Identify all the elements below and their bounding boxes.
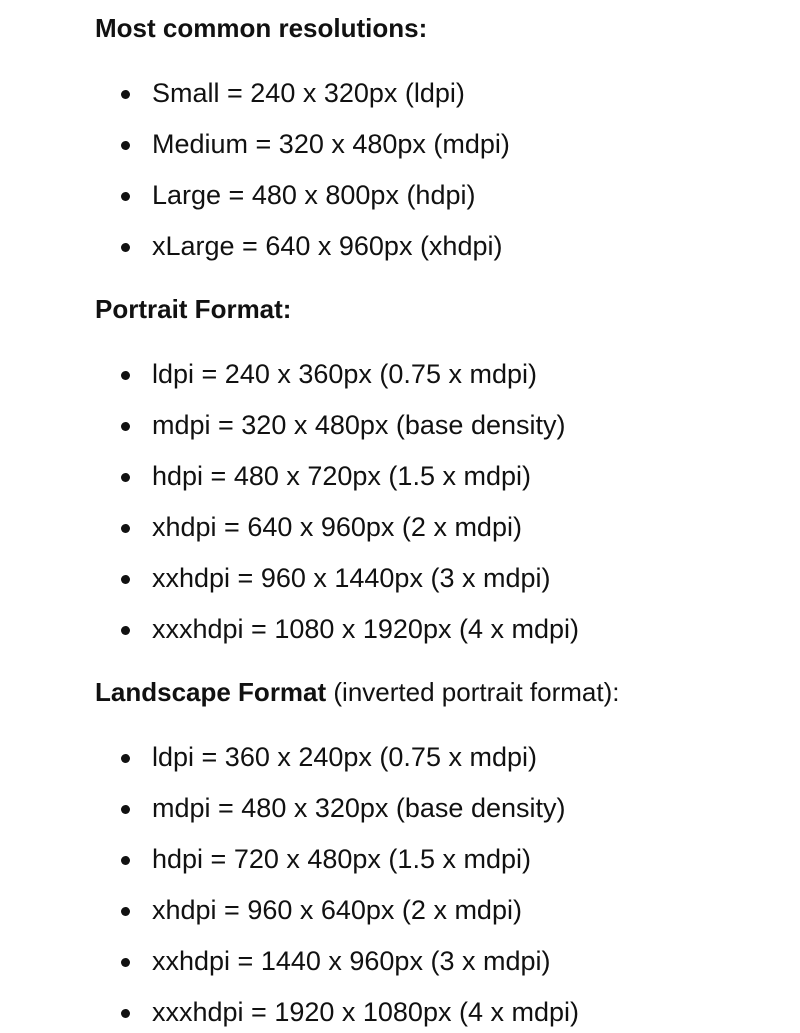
list-item: [95, 946, 785, 976]
list-item: [95, 461, 785, 491]
list-item: [95, 997, 785, 1027]
section-heading-common-resolutions: [95, 13, 785, 43]
section-heading-portrait-format: [95, 294, 785, 324]
list-item-text: Large = 480 x 800px (hdpi): [152, 180, 476, 210]
list-item-text: Small = 240 x 320px (ldpi): [152, 78, 465, 108]
list-item-text: xhdpi = 640 x 960px (2 x mdpi): [152, 512, 522, 542]
list-item-text: xxxhdpi = 1080 x 1920px (4 x mdpi): [152, 614, 579, 644]
bullet-icon: [121, 575, 130, 584]
bullet-icon: [121, 626, 130, 635]
list-item-text: xxhdpi = 960 x 1440px (3 x mdpi): [152, 563, 551, 593]
list-item: [95, 742, 785, 772]
bullet-icon: [121, 524, 130, 533]
bullet-icon: [121, 243, 130, 252]
list-item: [95, 844, 785, 874]
list-item: [95, 231, 785, 261]
list-item-text: hdpi = 720 x 480px (1.5 x mdpi): [152, 844, 531, 874]
list-item: [95, 410, 785, 440]
bullet-icon: [121, 958, 130, 967]
list-item-text: xxhdpi = 1440 x 960px (3 x mdpi): [152, 946, 551, 976]
portrait-format-list: [95, 359, 785, 644]
list-item: [95, 895, 785, 925]
landscape-format-list: [95, 742, 785, 1027]
list-item: [95, 512, 785, 542]
list-item: [95, 614, 785, 644]
list-item-text: xLarge = 640 x 960px (xhdpi): [152, 231, 503, 261]
heading-plain-text: (inverted portrait format):: [326, 677, 620, 707]
bullet-icon: [121, 805, 130, 814]
bullet-icon: [121, 371, 130, 380]
list-item: [95, 359, 785, 389]
list-item: [95, 180, 785, 210]
list-item-text: Medium = 320 x 480px (mdpi): [152, 129, 510, 159]
bullet-icon: [121, 90, 130, 99]
list-item-text: hdpi = 480 x 720px (1.5 x mdpi): [152, 461, 531, 491]
common-resolutions-list: [95, 78, 785, 261]
bullet-icon: [121, 473, 130, 482]
list-item-text: ldpi = 240 x 360px (0.75 x mdpi): [152, 359, 537, 389]
list-item-text: ldpi = 360 x 240px (0.75 x mdpi): [152, 742, 537, 772]
bullet-icon: [121, 1009, 130, 1018]
heading-bold-text: Landscape Format: [95, 677, 327, 707]
heading-bold-text: Portrait Format:: [95, 294, 292, 324]
bullet-icon: [121, 192, 130, 201]
list-item: [95, 78, 785, 108]
bullet-icon: [121, 754, 130, 763]
list-item-text: xhdpi = 960 x 640px (2 x mdpi): [152, 895, 522, 925]
list-item: [95, 129, 785, 159]
list-item-text: mdpi = 480 x 320px (base density): [152, 793, 566, 823]
list-item: [95, 563, 785, 593]
list-item-text: xxxhdpi = 1920 x 1080px (4 x mdpi): [152, 997, 579, 1027]
list-item-text: mdpi = 320 x 480px (base density): [152, 410, 566, 440]
heading-bold-text: Most common resolutions:: [95, 13, 428, 43]
bullet-icon: [121, 141, 130, 150]
section-heading-landscape-format: [95, 677, 785, 707]
bullet-icon: [121, 907, 130, 916]
bullet-icon: [121, 422, 130, 431]
document-body: [95, 0, 785, 1027]
list-item: [95, 793, 785, 823]
bullet-icon: [121, 856, 130, 865]
